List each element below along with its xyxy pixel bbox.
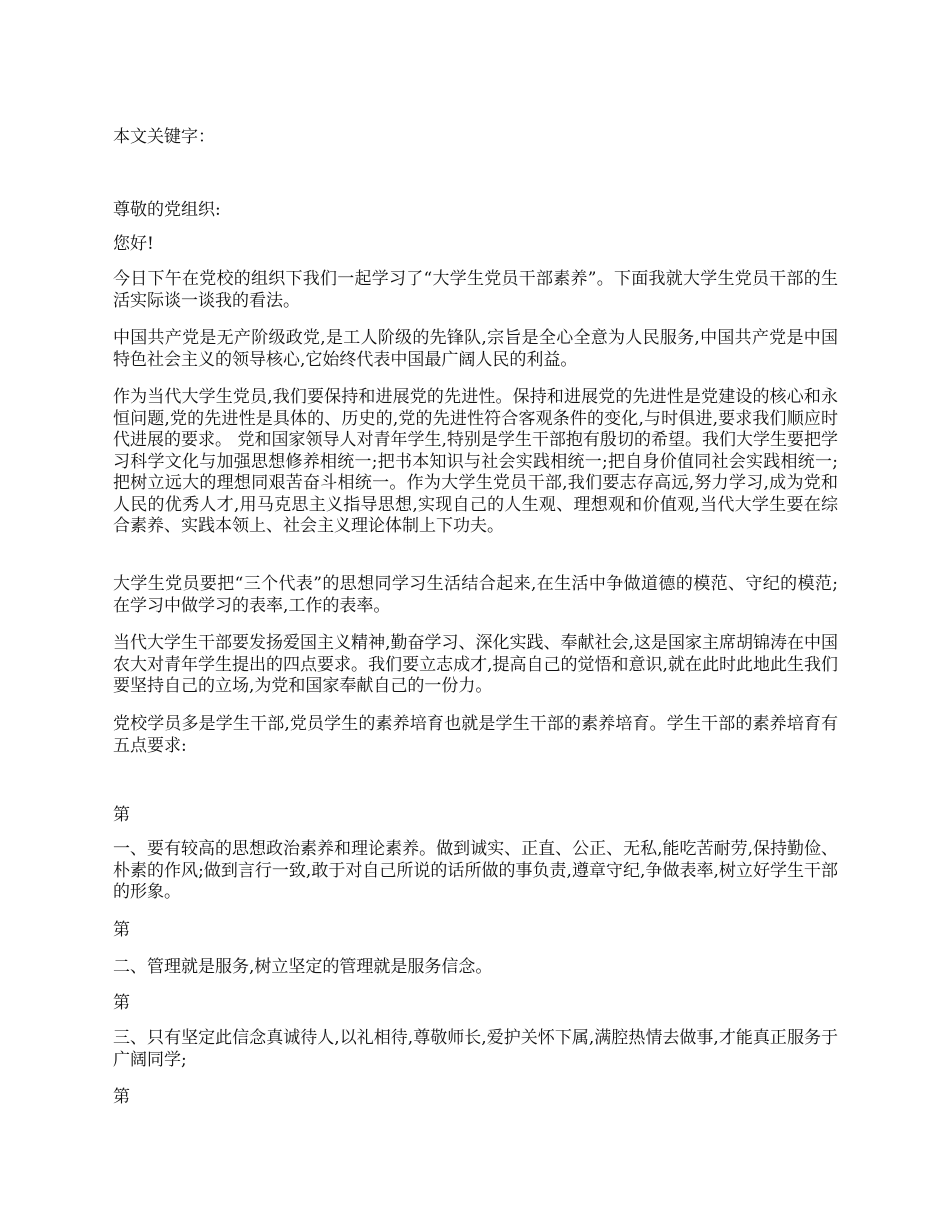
keywords-label: 本文关键字： (113, 127, 215, 147)
paragraph-3: 作为当代大学生党员,我们要保持和进展党的先进性。保持和进展党的先进性是党建设的核心和永恒问题,党的先进性是具体的、历史的,党的先进性符合客观条件的变化,与时俱进,要求我们顺应时代进展的要求。 党和国家领导人对青年学生,特别是学生干部抱有殷切的希望。我们大学生要把学习科学文化与加强思想修养相统一;把书本知识与社会实践相统一;把自身价值同社会实践相统一;把树立远大的理想同艰苦奋斗相统一。作为大学生党员干部,我们要志存高远,努力学习,成为党和人民的优秀人才,用马克思主义指导思想,实现自己的人生观、理想观和价值观,当代大学生要在综合素养、实践本领上、社会主义理论体制上下功夫。 (113, 387, 838, 536)
paragraph-5: 当代大学生干部要发扬爱国主义精神,勤奋学习、深化实践、奉献社会,这是国家主席胡锦涛在中国农大对青年学生提出的四点要求。我们要立志成才,提高自己的觉悟和意识,就在此时此地此生我们要坚持自己的立场,为党和国家奉献自己的一份力。 (113, 633, 838, 696)
requirement-3-text: 三、只有坚定此信念真诚待人,以礼相待,尊敬师长,爱护关怀下属,满腔热情去做事,才能真正服务于广阔同学; (113, 1028, 838, 1070)
requirement-4-marker: 第 (113, 1087, 130, 1107)
greeting: 您好! (113, 234, 154, 254)
paragraph-1: 今日下午在党校的组织下我们一起学习了“大学生党员干部素养”。下面我就大学生党员干部的生活实际谈一谈我的看法。 (113, 269, 838, 311)
requirement-2-marker: 第 (113, 920, 130, 940)
requirement-2-text: 二、管理就是服务,树立坚定的管理就是服务信念。 (113, 957, 493, 977)
salutation: 尊敬的党组织: (113, 200, 221, 220)
paragraph-4: 大学生党员要把“三个代表”的思想同学习生活结合起来,在生活中争做道德的模范、守纪的模范;在学习中做学习的表率,工作的表率。 (113, 574, 838, 616)
paragraph-2: 中国共产党是无产阶级政党,是工人阶级的先锋队,宗旨是全心全意为人民服务,中国共产党是中国特色社会主义的领导核心,它始终代表中国最广阔人民的利益。 (113, 328, 838, 370)
paragraph-6: 党校学员多是学生干部,党员学生的素养培育也就是学生干部的素养培育。学生干部的素养培育有五点要求: (113, 714, 838, 756)
requirement-3-marker: 第 (113, 993, 130, 1013)
requirement-1-text: 一、要有较高的思想政治素养和理论素养。做到诚实、正直、公正、无私,能吃苦耐劳,保持勤俭、朴素的作风;做到言行一致,敢于对自己所说的话所做的事负责,遵章守纪,争做表率,树立好学生干部的形象。 (113, 839, 838, 902)
requirement-1-marker: 第 (113, 805, 130, 825)
